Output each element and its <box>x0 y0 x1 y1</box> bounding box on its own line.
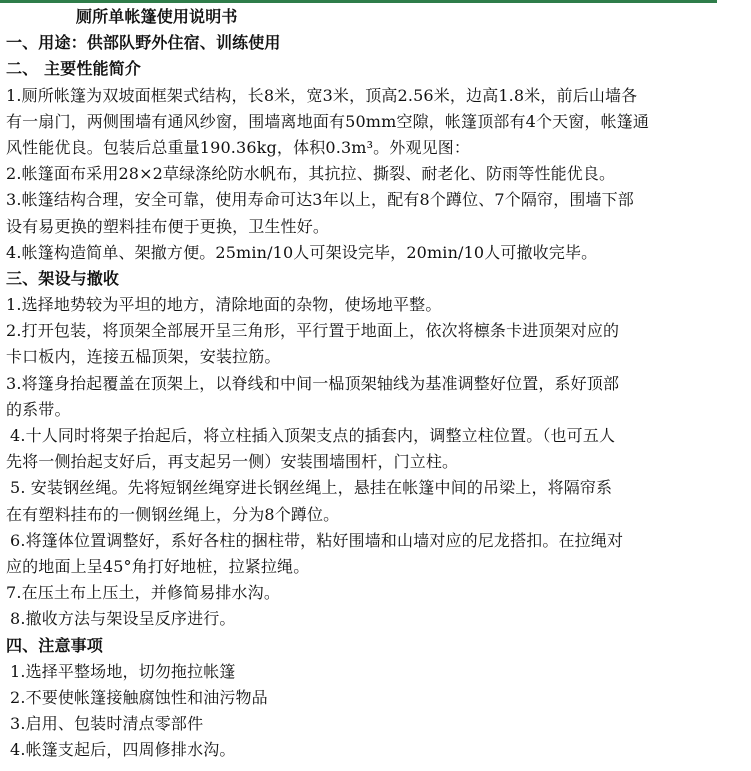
text-line: 1.选择地势较为平坦的地方，清除地面的杂物，使场地平整。 <box>6 295 442 315</box>
text-line: 6.将篷体位置调整好，系好各柱的捆柱带，粘好围墙和山墙对应的尼龙搭扣。在拉绳对 <box>10 530 624 550</box>
section-heading-usage: 一、用途：供部队野外住宿、训练使用 <box>6 33 281 53</box>
text-line: 3.启用、包装时清点零部件 <box>10 714 204 734</box>
text-line: 风性能优良。包装后总重量190.36kg，体积0.3m³。外观见图： <box>6 137 471 157</box>
document-title: 厕所单帐篷使用说明书 <box>76 7 238 26</box>
text-line: 1.选择平整场地，切勿拖拉帐篷 <box>10 661 236 681</box>
text-line: 1.厕所帐篷为双坡面框架式结构，长8米，宽3米，顶高2.56米，边高1.8米，前后山墙各 <box>6 85 638 105</box>
text-line: 7.在压土布上压土，并修简易排水沟。 <box>6 583 280 603</box>
text-line: 8.撤收方法与架设呈反序进行。 <box>10 609 236 629</box>
text-line: 3.帐篷结构合理，安全可靠，使用寿命可达3年以上，配有8个蹲位、7个隔帘，围墙下部 <box>6 190 634 210</box>
text-line: 设有易更换的塑料挂布便于更换，卫生性好。 <box>6 216 330 236</box>
document-body <box>6 4 718 763</box>
text-line: 卡口板内，连接五榀顶架，安装拉筋。 <box>6 347 281 367</box>
section-heading-performance: 二、 主要性能简介 <box>6 59 141 79</box>
text-line: 的系带。 <box>6 399 71 419</box>
text-line: 2.打开包装，将顶架全部展开呈三角形，平行置于地面上，依次将檩条卡进顶架对应的 <box>6 321 620 341</box>
text-line: 在有塑料挂布的一侧钢丝绳上，分为8个蹲位。 <box>6 504 340 524</box>
top-rule <box>0 0 717 3</box>
text-line: 2.不要使帐篷接触腐蚀性和油污物品 <box>10 687 268 707</box>
text-line: 4.帐篷构造简单、架撤方便。25min/10人可架设完毕，20min/10人可撤收完毕。 <box>6 242 598 262</box>
text-line: 4.帐篷支起后，四周修排水沟。 <box>10 740 236 760</box>
section-heading-notes: 四、注意事项 <box>6 635 103 655</box>
text-line: 2.帐篷面布采用28×2草绿涤纶防水帆布，其抗拉、撕裂、耐老化、防雨等性能优良。 <box>6 164 616 184</box>
text-line: 4.十人同时将架子抬起后，将立柱插入顶架支点的插套内，调整立柱位置。（也可五人 <box>10 426 616 445</box>
text-line: 3.将篷身抬起覆盖在顶架上，以脊线和中间一榀顶架轴线为基准调整好位置，系好顶部 <box>6 373 620 393</box>
text-line: 先将一侧抬起支好后，再支起另一侧）安装围墙围杆，门立柱。 <box>6 452 459 472</box>
text-line: 有一扇门，两侧围墙有通风纱窗，围墙离地面有50mm空隙，帐篷顶部有4个天窗，帐篷通 <box>6 111 650 131</box>
text-line: 5. 安装钢丝绳。先将短钢丝绳穿进长钢丝绳上，悬挂在帐篷中间的吊梁上，将隔帘系 <box>10 478 613 498</box>
text-line: 应的地面上呈45°角打好地桩，拉紧拉绳。 <box>6 556 310 576</box>
section-heading-setup: 三、架设与撤收 <box>6 268 120 288</box>
